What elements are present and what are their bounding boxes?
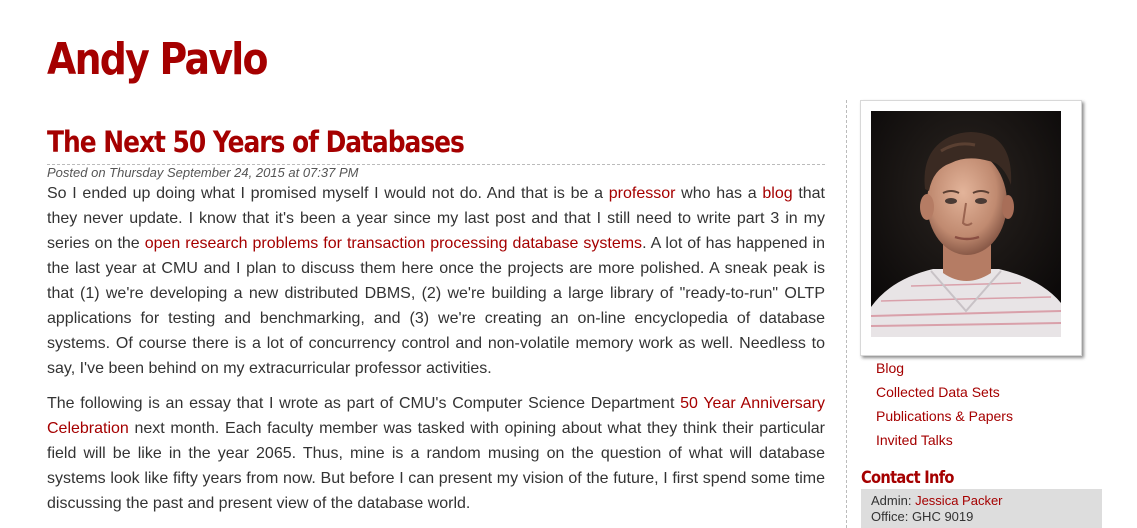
- sidebar-nav: [876, 356, 1013, 452]
- portrait-photo-icon: [871, 111, 1061, 337]
- sidebar-link-collected-data-sets[interactable]: Collected Data Sets: [876, 384, 1000, 400]
- post-paragraph: [47, 391, 825, 516]
- post-body: [47, 181, 825, 516]
- post-text: So I ended up doing what I promised myself I would not do. And that is be a: [47, 185, 609, 202]
- anniversary-celebration-link[interactable]: 50 Year Anniversary Celebration: [47, 395, 825, 437]
- contact-info-box: [861, 489, 1102, 528]
- site-title-link[interactable]: Andy Pavlo: [47, 34, 267, 85]
- professor-link[interactable]: professor: [608, 185, 676, 202]
- blog-link[interactable]: blog: [762, 185, 793, 202]
- profile-photo-frame: [860, 100, 1082, 356]
- post-text: The following is an essay that I wrote as part of CMU's Computer Science Department: [47, 395, 681, 412]
- post-title[interactable]: The Next 50 Years of Databases: [47, 125, 464, 159]
- open-research-problems-link[interactable]: open research problems for transaction processing database systems: [144, 235, 643, 252]
- post-text: next month. Each faculty member was tasked with opining about what they think their particular field will be like in the year 2065. Thus, mine is a random musing on the question of what will database systems look like fifty years from now. But before I can present my vision of the future, I first spend some time discussing the past and present view of the database world.: [47, 420, 825, 512]
- sidebar-item-blog: [876, 356, 1013, 380]
- sidebar-link-blog[interactable]: Blog: [876, 360, 905, 376]
- post-text: who has a: [675, 185, 763, 202]
- post-meta: Posted on Thursday September 24, 2015 at 07:37 PM: [47, 164, 825, 181]
- post-text: . A lot of has happened in the last year at CMU and I plan to discuss them here once the projects are more polished. A sneak peak is that (1) we're developing a new distributed DBMS, (2) we're building a large library of "ready-to-run" OLTP applications for testing and benchmarking, and (3) we're creating an on-line encyclopedia of database systems. Of course there is a lot of concurrency control and non-volatile memory work as well. Needless to say, I've been behind on my extracurricular professor activities.: [47, 235, 826, 377]
- sidebar-link-publications[interactable]: Publications & Papers: [876, 408, 1013, 424]
- sidebar-item-collected-data-sets: [876, 380, 1013, 404]
- blog-post: [47, 122, 825, 526]
- contact-admin-row: [871, 493, 1092, 509]
- contact-admin-label: Admin:: [871, 493, 916, 508]
- post-text: that they never update. I know that it's been a year since my last post and that I still need to write part 3 in my series on the: [47, 185, 826, 252]
- sidebar-item-publications: [876, 404, 1013, 428]
- post-paragraph: [47, 181, 825, 381]
- contact-info-heading: Contact Info: [861, 468, 954, 488]
- contact-office: Office: GHC 9019: [871, 509, 974, 524]
- sidebar-item-invited-talks: [876, 428, 1013, 452]
- sidebar-link-invited-talks[interactable]: Invited Talks: [876, 432, 953, 448]
- sidebar-divider: [846, 100, 847, 528]
- contact-admin-link[interactable]: Jessica Packer: [915, 493, 1003, 508]
